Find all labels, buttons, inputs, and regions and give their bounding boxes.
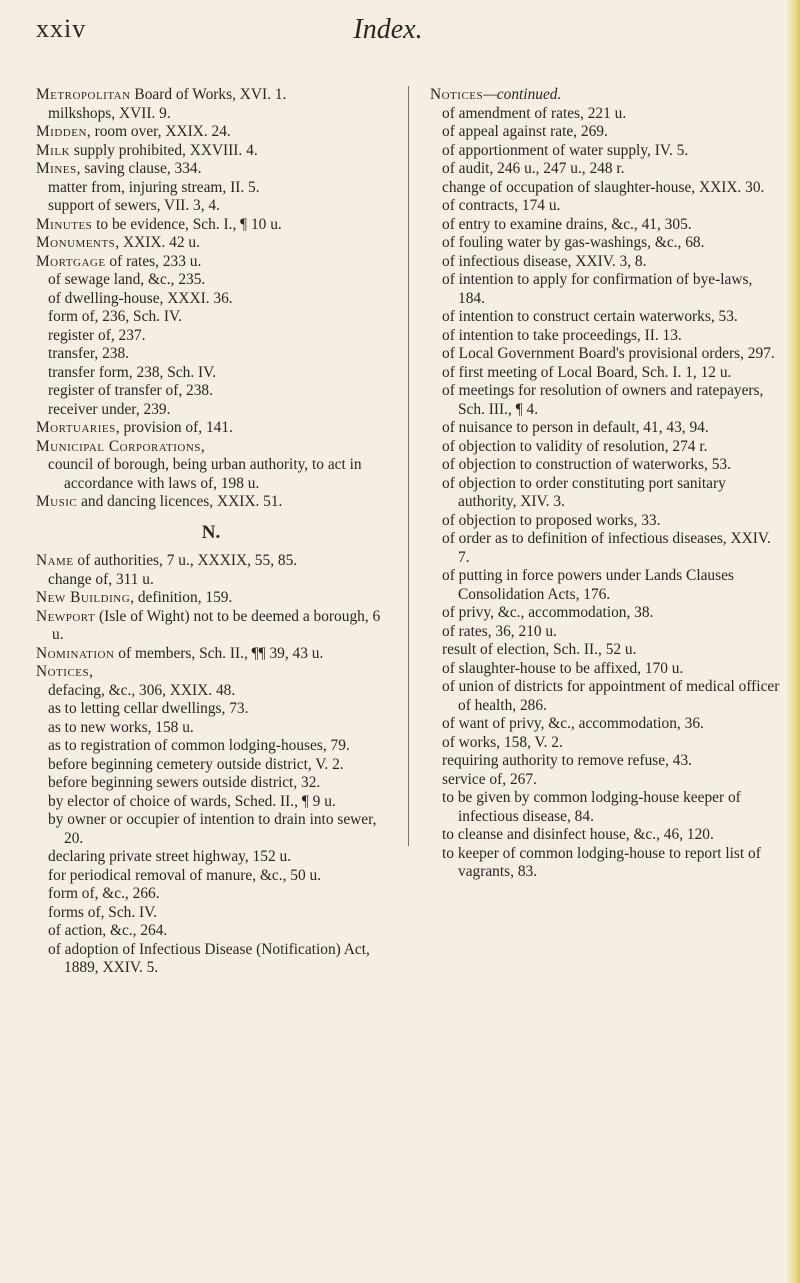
entry-text: ,: [89, 663, 93, 680]
index-entry: [36, 160, 386, 179]
entry-text: change of, 311 u.: [48, 570, 154, 588]
entry-text: of objection to order constituting port sanitary authority, XIV. 3.: [442, 474, 726, 510]
entry-headword: Mortgage: [36, 252, 106, 270]
index-subentry: [430, 512, 780, 531]
entry-text: , room over, XXIX. 24.: [86, 123, 231, 140]
entry-text: of intention to construct certain waterworks, 53.: [442, 308, 738, 325]
index-subentry: [36, 105, 386, 124]
index-subentry: [430, 715, 780, 734]
index-subentry: [430, 382, 780, 419]
entry-headword: Metropolitan: [36, 86, 131, 103]
entry-text: of fouling water by gas-washings, &c., 68.: [442, 234, 705, 251]
entry-text: of intention to take proceedings, II. 13.: [442, 326, 682, 344]
index-subentry: [36, 922, 386, 941]
entry-text: receiver under, 239.: [48, 400, 171, 418]
entry-text: of slaughter-house to be affixed, 170 u.: [442, 659, 684, 677]
index-columns: [36, 86, 780, 1266]
index-subentry: [430, 271, 780, 308]
page-header: [36, 14, 740, 54]
section-letter: N.: [201, 521, 221, 543]
running-title: Index.: [353, 14, 423, 45]
index-subentry: [430, 123, 780, 142]
entry-text: before beginning sewers outside district, 32.: [48, 774, 321, 791]
index-subentry: [36, 682, 386, 701]
index-subentry: [430, 234, 780, 253]
entry-text: of apportionment of water supply, IV. 5.: [442, 141, 689, 159]
entry-text: service of, 267.: [442, 770, 537, 788]
entry-text: by owner or occupier of intention to drain into sewer, 20.: [48, 811, 377, 847]
index-entry: [36, 419, 386, 438]
index-subentry: [430, 623, 780, 642]
entry-text: support of sewers, VII. 3, 4.: [48, 197, 220, 214]
index-subentry: [36, 327, 386, 346]
index-subentry: [36, 885, 386, 904]
entry-text: to be given by common lodging-house keeper of infectious disease, 84.: [442, 789, 741, 825]
index-subentry: [36, 382, 386, 401]
entry-text: Board of Works, XVI. 1.: [130, 86, 287, 103]
entry-text: of rates, 233 u.: [105, 252, 202, 270]
entry-text: to cleanse and disinfect house, &c., 46, 120.: [442, 826, 714, 843]
entry-text: (Isle of Wight) not to be deemed a borough, 6 u.: [52, 607, 381, 643]
entry-text: of members, Sch. II., ¶¶ 39, 43 u.: [114, 644, 324, 662]
entry-headword: Milk: [36, 141, 71, 159]
entry-text: register of, 237.: [48, 326, 146, 344]
left-column: [36, 86, 386, 978]
entry-headword: Music: [36, 493, 78, 510]
entry-text: council of borough, being urban authority, to act in accordance with laws of, 198 u.: [48, 456, 362, 492]
index-subentry: [430, 216, 780, 235]
entry-text: of works, 158, V. 2.: [442, 733, 563, 751]
entry-headword: Mortuaries: [36, 419, 116, 436]
index-subentry: [36, 904, 386, 923]
entry-text: as to registration of common lodging-houses, 79.: [48, 737, 350, 754]
right-column: [430, 86, 780, 882]
index-entry: [36, 552, 386, 571]
index-subentry: [430, 734, 780, 753]
index-subentry: [430, 567, 780, 604]
index-subentry: [36, 364, 386, 383]
entry-headword: Municipal Corporations: [36, 437, 201, 455]
index-subentry: [430, 752, 780, 771]
entry-text: of objection to construction of waterworks, 53.: [442, 456, 731, 473]
index-entry: [36, 253, 386, 272]
entry-text: ,: [200, 437, 205, 455]
index-subentry: [430, 660, 780, 679]
entry-headword: Nomination: [36, 644, 115, 662]
entry-text: before beginning cemetery outside district, V. 2.: [48, 755, 344, 773]
index-entry: [36, 438, 386, 457]
index-subentry: [430, 845, 780, 882]
entry-text: to keeper of common lodging-house to report list of vagrants, 83.: [442, 844, 761, 880]
index-subentry: [36, 811, 386, 848]
entry-text: of want of privy, &c., accommodation, 36.: [442, 715, 704, 732]
entry-headword: Notices: [36, 663, 90, 680]
index-subentry: [430, 641, 780, 660]
index-subentry: [430, 105, 780, 124]
index-subentry: [430, 678, 780, 715]
index-subentry: [36, 179, 386, 198]
entry-text: as to new works, 158 u.: [48, 718, 194, 736]
entry-text: of dwelling-house, XXXI. 36.: [48, 289, 233, 307]
entry-text: of nuisance to person in default, 41, 43, 94.: [442, 419, 709, 436]
entry-text: transfer form, 238, Sch. IV.: [48, 363, 217, 381]
entry-text: and dancing licences, XXIX. 51.: [77, 493, 283, 510]
index-subentry: [430, 142, 780, 161]
index-subentry: [430, 789, 780, 826]
index-subentry: [36, 941, 386, 978]
index-subentry: [36, 737, 386, 756]
index-subentry: [430, 179, 780, 198]
entry-text: requiring authority to remove refuse, 43.: [442, 752, 693, 769]
entry-headword: Newport: [36, 607, 96, 625]
entry-text: , definition, 159.: [130, 589, 233, 606]
index-subentry: [36, 793, 386, 812]
index-subentry: [430, 456, 780, 475]
entry-text: of amendment of rates, 221 u.: [442, 104, 627, 122]
index-entry: [36, 645, 386, 664]
entry-text: change of occupation of slaughter-house, XXIX. 30.: [442, 178, 765, 196]
index-subentry: [430, 345, 780, 364]
entry-text: of objection to validity of resolution, 274 r.: [442, 437, 708, 455]
index-subentry: [36, 756, 386, 775]
entry-text: of sewage land, &c., 235.: [48, 271, 206, 288]
entry-text: , XXIX. 42 u.: [115, 234, 200, 251]
entry-text: milkshops, XVII. 9.: [48, 104, 171, 122]
entry-headword: Name: [36, 552, 74, 569]
entry-text: forms of, Sch. IV.: [48, 903, 158, 921]
index-entry: [36, 663, 386, 682]
entry-text: of appeal against rate, 269.: [442, 123, 608, 140]
index-entry: [36, 142, 386, 161]
entry-text: , provision of, 141.: [115, 419, 233, 436]
entry-text: transfer, 238.: [48, 345, 130, 362]
index-subentry: [36, 197, 386, 216]
entry-text: of audit, 246 u., 247 u., 248 r.: [442, 160, 625, 177]
entry-text: of order as to definition of infectious diseases, XXIV. 7.: [442, 530, 771, 566]
entry-text: of Local Government Board's provisional orders, 297.: [442, 345, 775, 362]
index-entry: [36, 216, 386, 235]
index-subentry: [430, 475, 780, 512]
entry-text: —continued.: [483, 86, 562, 103]
entry-text: form of, 236, Sch. IV.: [48, 308, 182, 325]
entry-text: of union of districts for appointment of medical officer of health, 286.: [442, 678, 780, 714]
page-edge: [786, 0, 800, 1283]
entry-text: of infectious disease, XXIV. 3, 8.: [442, 252, 647, 270]
index-subentry: [430, 327, 780, 346]
index-subentry: [430, 253, 780, 272]
index-subentry: [430, 308, 780, 327]
index-subentry: [430, 419, 780, 438]
index-subentry: [430, 771, 780, 790]
entry-text: of authorities, 7 u., XXXIX, 55, 85.: [73, 552, 298, 569]
entry-text: form of, &c., 266.: [48, 885, 160, 902]
entry-text: of intention to apply for confirmation of bye-laws, 184.: [442, 271, 753, 307]
index-subentry: [430, 197, 780, 216]
index-subentry: [36, 571, 386, 590]
index-subentry: [36, 867, 386, 886]
entry-text: of rates, 36, 210 u.: [442, 622, 557, 640]
index-subentry: [430, 826, 780, 845]
entry-text: , saving clause, 334.: [76, 160, 202, 177]
entry-text: of objection to proposed works, 33.: [442, 511, 661, 529]
index-entry: [430, 86, 780, 105]
entry-text: of entry to examine drains, &c., 41, 305.: [442, 215, 692, 233]
entry-text: by elector of choice of wards, Sched. II., ¶ 9 u.: [48, 792, 336, 810]
page-number: xxiv: [36, 14, 87, 43]
index-subentry: [36, 271, 386, 290]
index-subentry: [36, 774, 386, 793]
index-subentry: [430, 364, 780, 383]
index-subentry: [36, 456, 386, 493]
entry-headword: New Building: [36, 589, 131, 606]
index-subentry: [36, 848, 386, 867]
entry-text: of first meeting of Local Board, Sch. I. 1, 12 u.: [442, 363, 732, 381]
index-subentry: [36, 700, 386, 719]
entry-headword: Notices: [430, 86, 484, 103]
entry-headword: Monuments: [36, 234, 116, 251]
column-divider: [408, 86, 409, 846]
entry-headword: Minutes: [36, 215, 93, 233]
entry-text: of contracts, 174 u.: [442, 197, 561, 214]
entry-text: as to letting cellar dwellings, 73.: [48, 700, 249, 717]
entry-text: result of election, Sch. II., 52 u.: [442, 641, 637, 658]
entry-headword: Mines: [36, 160, 77, 177]
index-subentry: [36, 290, 386, 309]
index-entry: [36, 493, 386, 512]
entry-text: matter from, injuring stream, II. 5.: [48, 178, 260, 196]
entry-text: of action, &c., 264.: [48, 922, 168, 939]
entry-text: of privy, &c., accommodation, 38.: [442, 604, 654, 621]
index-entry: [36, 123, 386, 142]
index-entry: [36, 589, 386, 608]
index-subentry: [36, 345, 386, 364]
entry-text: of adoption of Infectious Disease (Notification) Act, 1889, XXIV. 5.: [48, 940, 370, 976]
index-subentry: [430, 530, 780, 567]
entry-headword: Midden: [36, 123, 87, 140]
entry-text: supply prohibited, XXVIII. 4.: [70, 141, 258, 159]
index-entry: [36, 86, 386, 105]
index-subentry: [430, 604, 780, 623]
entry-text: declaring private street highway, 152 u.: [48, 848, 292, 865]
entry-text: for periodical removal of manure, &c., 50 u.: [48, 866, 322, 884]
entry-text: of meetings for resolution of owners and ratepayers, Sch. III., ¶ 4.: [442, 382, 764, 418]
index-entry: [36, 608, 386, 645]
index-subentry: [36, 719, 386, 738]
index-entry: [36, 234, 386, 253]
index-subentry: [430, 160, 780, 179]
entry-text: to be evidence, Sch. I., ¶ 10 u.: [92, 215, 282, 233]
entry-text: of putting in force powers under Lands Clauses Consolidation Acts, 176.: [442, 567, 734, 603]
index-subentry: [36, 401, 386, 420]
index-subentry: [430, 438, 780, 457]
entry-text: register of transfer of, 238.: [48, 382, 213, 399]
entry-text: defacing, &c., 306, XXIX. 48.: [48, 681, 236, 699]
index-subentry: [36, 308, 386, 327]
